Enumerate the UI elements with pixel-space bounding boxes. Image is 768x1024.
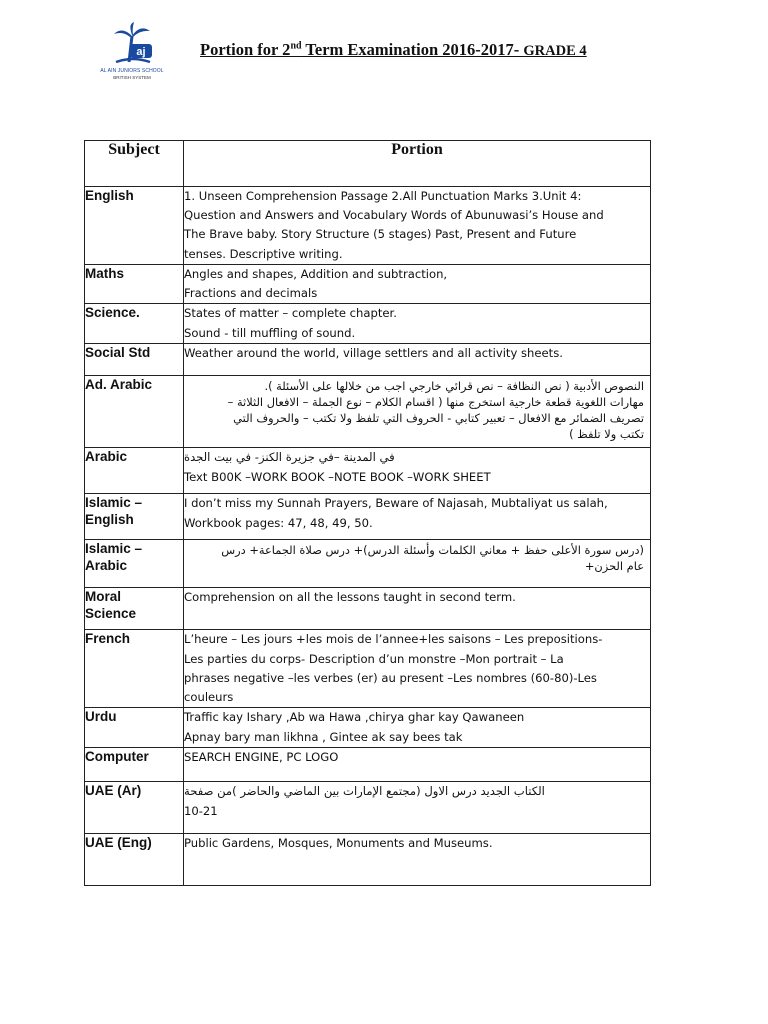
table-row bbox=[85, 187, 651, 265]
subject-cell: Ad. Arabic bbox=[85, 376, 184, 448]
portion-line: 1. Unseen Comprehension Passage 2.All Punctuation Marks 3.Unit 4: bbox=[184, 189, 582, 203]
portion-cell bbox=[184, 540, 651, 588]
portion-line: Apnay bary man likhna , Gintee ak say bees tak bbox=[184, 729, 463, 744]
table-row bbox=[85, 494, 651, 540]
portion-line: Public Gardens, Mosques, Monuments and Museums. bbox=[184, 836, 493, 851]
portion-cell bbox=[184, 494, 651, 540]
subject-cell: Computer bbox=[85, 748, 184, 782]
portion-line: النصوص الأدبية ( نص النظافة – نص قرائي خارجي اجب من خلالها على الأسئلة ). bbox=[264, 379, 644, 394]
portion-table bbox=[84, 140, 651, 886]
portion-cell bbox=[184, 187, 651, 265]
school-name: AL AIN JUNIORS SCHOOL bbox=[100, 68, 164, 74]
portion-line: tenses. Descriptive writing. bbox=[184, 246, 343, 261]
portion-line: عام الحزن+ bbox=[584, 559, 644, 574]
portion-line: (درس سورة الأعلى حفظ + معاني الكلمات وأسئلة الدرس)+ درس صلاة الجماعة+ درس bbox=[221, 543, 644, 558]
portion-cell bbox=[184, 344, 651, 376]
portion-cell bbox=[184, 834, 651, 886]
portion-cell bbox=[184, 265, 651, 304]
subject-cell: Science. bbox=[85, 304, 184, 344]
portion-cell bbox=[184, 376, 651, 448]
subject-cell: French bbox=[85, 630, 184, 708]
portion-line: The Brave baby. Story Structure (5 stages) Past, Present and Future bbox=[184, 227, 577, 242]
portion-line: Text B00K –WORK BOOK –NOTE BOOK –WORK SHEET bbox=[184, 469, 491, 484]
header-subject: Subject bbox=[85, 141, 184, 187]
table-row bbox=[85, 376, 651, 448]
subject-cell: Moral Science bbox=[85, 588, 184, 630]
portion-line: الكتاب الجديد درس الاول (مجتمع الإمارات بين الماضي والحاضر )من صفحة bbox=[184, 784, 545, 799]
table-row bbox=[85, 265, 651, 304]
logo-letters: aj bbox=[136, 46, 146, 58]
portion-line: Question and Answers and Vocabulary Words of Abunuwasi’s House and bbox=[184, 208, 604, 223]
portion-line: Workbook pages: 47, 48, 49, 50. bbox=[184, 515, 373, 530]
portion-cell bbox=[184, 782, 651, 834]
portion-line: Les parties du corps- Description d’un monstre –Mon portrait – La bbox=[184, 651, 564, 666]
table-row bbox=[85, 540, 651, 588]
subject-cell: English bbox=[85, 187, 184, 265]
portion-line: في المدينة –في جزيرة الكنز- في بيت الجدة bbox=[184, 450, 395, 465]
portion-line: Comprehension on all the lessons taught in second term. bbox=[184, 590, 516, 605]
subject-cell: UAE (Ar) bbox=[85, 782, 184, 834]
subject-cell: Urdu bbox=[85, 708, 184, 748]
portion-line: Weather around the world, village settlers and all activity sheets. bbox=[184, 346, 563, 361]
portion-cell bbox=[184, 588, 651, 630]
portion-line: Sound - till muffling of sound. bbox=[184, 325, 356, 340]
grade-label: GRADE 4 bbox=[523, 43, 587, 59]
portion-line: تصريف الضمائر مع الافعال – تعبير كتابي - الحروف التي تلفظ ولا تكتب – والحروف التي bbox=[233, 411, 644, 426]
table-row bbox=[85, 782, 651, 834]
portion-cell bbox=[184, 708, 651, 748]
table-row bbox=[85, 344, 651, 376]
portion-cell bbox=[184, 304, 651, 344]
portion-line: Fractions and decimals bbox=[184, 286, 318, 301]
subject-cell: Islamic – English bbox=[85, 494, 184, 540]
subject-cell: Maths bbox=[85, 265, 184, 304]
table-row bbox=[85, 588, 651, 630]
portion-line: L’heure – Les jours +les mois de l’annee+les saisons – Les prepositions- bbox=[184, 632, 603, 647]
subject-cell: Social Std bbox=[85, 344, 184, 376]
header-portion: Portion bbox=[184, 141, 651, 187]
subject-cell: Arabic bbox=[85, 448, 184, 494]
school-system: BRITISH SYSTEM bbox=[113, 75, 151, 80]
portion-line: I don’t miss my Sunnah Prayers, Beware of Najasah, Mubtaliyat us salah, bbox=[184, 496, 608, 511]
school-logo bbox=[92, 22, 172, 88]
portion-cell bbox=[184, 448, 651, 494]
palm-tree-logo-icon bbox=[110, 22, 154, 66]
table-row bbox=[85, 748, 651, 782]
table-row bbox=[85, 304, 651, 344]
portion-line: SEARCH ENGINE, PC LOGO bbox=[184, 750, 339, 765]
table-header-row bbox=[85, 141, 651, 187]
portion-line: مهارات اللغوية قطعة خارجية استخرج منها ( اقسام الكلام – نوع الجملة – الافعال الثلاثة – bbox=[227, 395, 644, 410]
table-row bbox=[85, 630, 651, 708]
portion-line: Angles and shapes, Addition and subtraction, bbox=[184, 267, 448, 281]
table-row bbox=[85, 448, 651, 494]
portion-line: couleurs bbox=[184, 690, 234, 705]
portion-line: States of matter – complete chapter. bbox=[184, 306, 397, 321]
portion-line: 10-21 bbox=[184, 803, 218, 818]
subject-cell: Islamic – Arabic bbox=[85, 540, 184, 588]
table-row bbox=[85, 708, 651, 748]
portion-cell bbox=[184, 630, 651, 708]
portion-line: Traffic kay Ishary ,Ab wa Hawa ,chirya ghar kay Qawaneen bbox=[184, 710, 525, 725]
table-row bbox=[85, 834, 651, 886]
page-title: Portion for 2nd Term Examination 2016-2017- GRADE 4 bbox=[200, 40, 587, 59]
portion-line: phrases negative –les verbes (er) au present –Les nombres (60-80)-Les bbox=[184, 670, 597, 685]
portion-line: تكتب ولا تلفظ ) bbox=[569, 427, 644, 442]
portion-cell bbox=[184, 748, 651, 782]
subject-cell: UAE (Eng) bbox=[85, 834, 184, 886]
